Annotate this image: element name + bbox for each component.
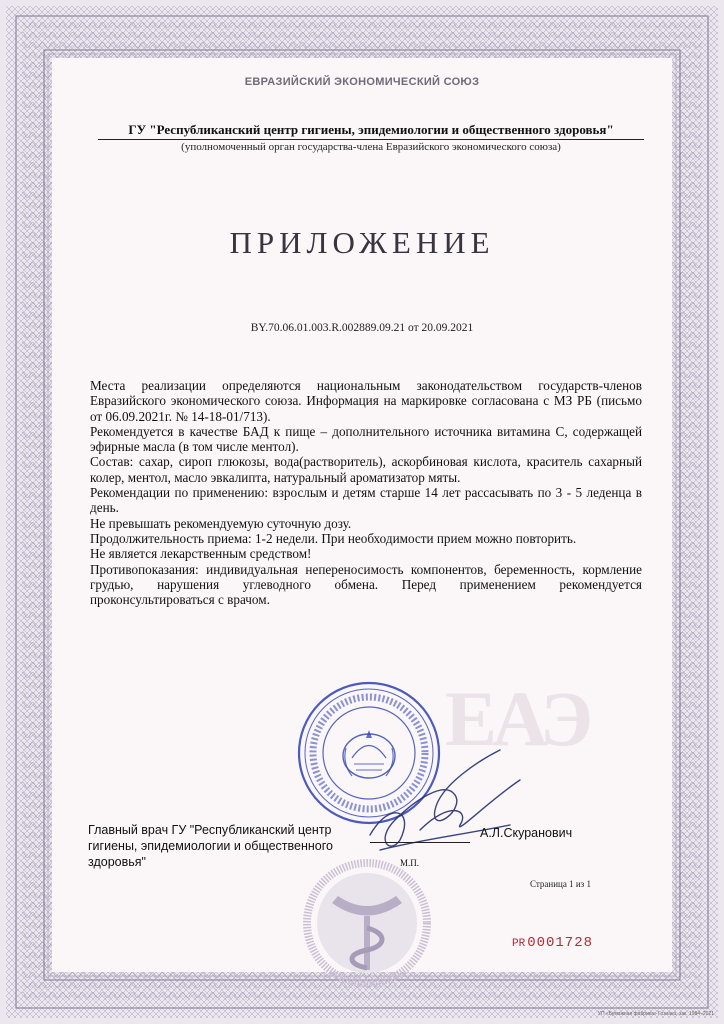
- body-paragraph: Состав: сахар, сироп глюкозы, вода(растворитель), аскорбиновая кислота, краситель сахарный колер, ментол, масло эвкалипта, натуральный ароматизатор мяты.: [90, 454, 642, 485]
- body-paragraph: Не превышать рекомендуемую суточную дозу.: [90, 515, 352, 531]
- body-paragraph: Продолжительность приема: 1-2 недели. При необходимости прием можно повторить.: [90, 530, 577, 546]
- body-paragraph: Противопоказания: индивидуальная непереносимость компонентов, беременность, кормление грудью, нарушения углеводного обмена. Перед применением рекомендуется проконсультироваться с врачом.: [90, 561, 642, 608]
- issuing-organization: ГУ "Республиканский центр гигиены, эпидемиологии и общественного здоровья": [98, 122, 644, 140]
- signatory-name: А.Л.Скуранович: [480, 826, 573, 840]
- svg-text:Е: Е: [445, 675, 498, 762]
- body-paragraph: Не является лекарственным средством!: [90, 546, 312, 562]
- serial-prefix: РR: [512, 938, 526, 950]
- union-name: ЕВРАЗИЙСКИЙ ЭКОНОМИЧЕСКИЙ СОЮЗ: [244, 76, 480, 88]
- stamp-place-label: М.П.: [400, 858, 420, 868]
- printer-note: УП «Бумажная фабрика» Гознака, зак. 1984–2021: [597, 1011, 714, 1017]
- certificate-number: BY.70.06.01.003.R.002889.09.21 от 20.09.2021: [250, 322, 474, 334]
- page-title: ПРИЛОЖЕНИЕ: [229, 225, 495, 260]
- annex-body: [90, 378, 642, 607]
- organization-note: (уполномоченный орган государства-члена Евразийского экономического союза): [181, 141, 561, 153]
- body-paragraph: Места реализации определяются национальным законодательством государств-членов Евразийского экономического союза. Информация на маркировке согласована с МЗ РБ (письмо от 06.09.2021г. № 14-18-01/713).: [90, 378, 642, 424]
- page-counter: Страница 1 из 1: [530, 879, 591, 889]
- svg-text:А: А: [492, 675, 549, 762]
- signatory-position: Главный врач ГУ "Республиканский центр гигиены, эпидемиологии и общественного здоровья": [88, 823, 333, 869]
- body-paragraph: Рекомендуется в качестве БАД к пище – дополнительного источника витамина С, содержащей эфирные масла (в том числе ментол).: [90, 423, 642, 455]
- hygiene-emblem-icon: [292, 858, 442, 988]
- signature-line: [370, 842, 470, 843]
- body-paragraph: Рекомендации по применению: взрослым и детям старше 14 лет рассасывать по 3 - 5 леденца в день.: [90, 485, 642, 516]
- serial-number: [512, 935, 593, 951]
- serial-value: 0001728: [527, 935, 594, 951]
- svg-text:Э: Э: [540, 675, 593, 762]
